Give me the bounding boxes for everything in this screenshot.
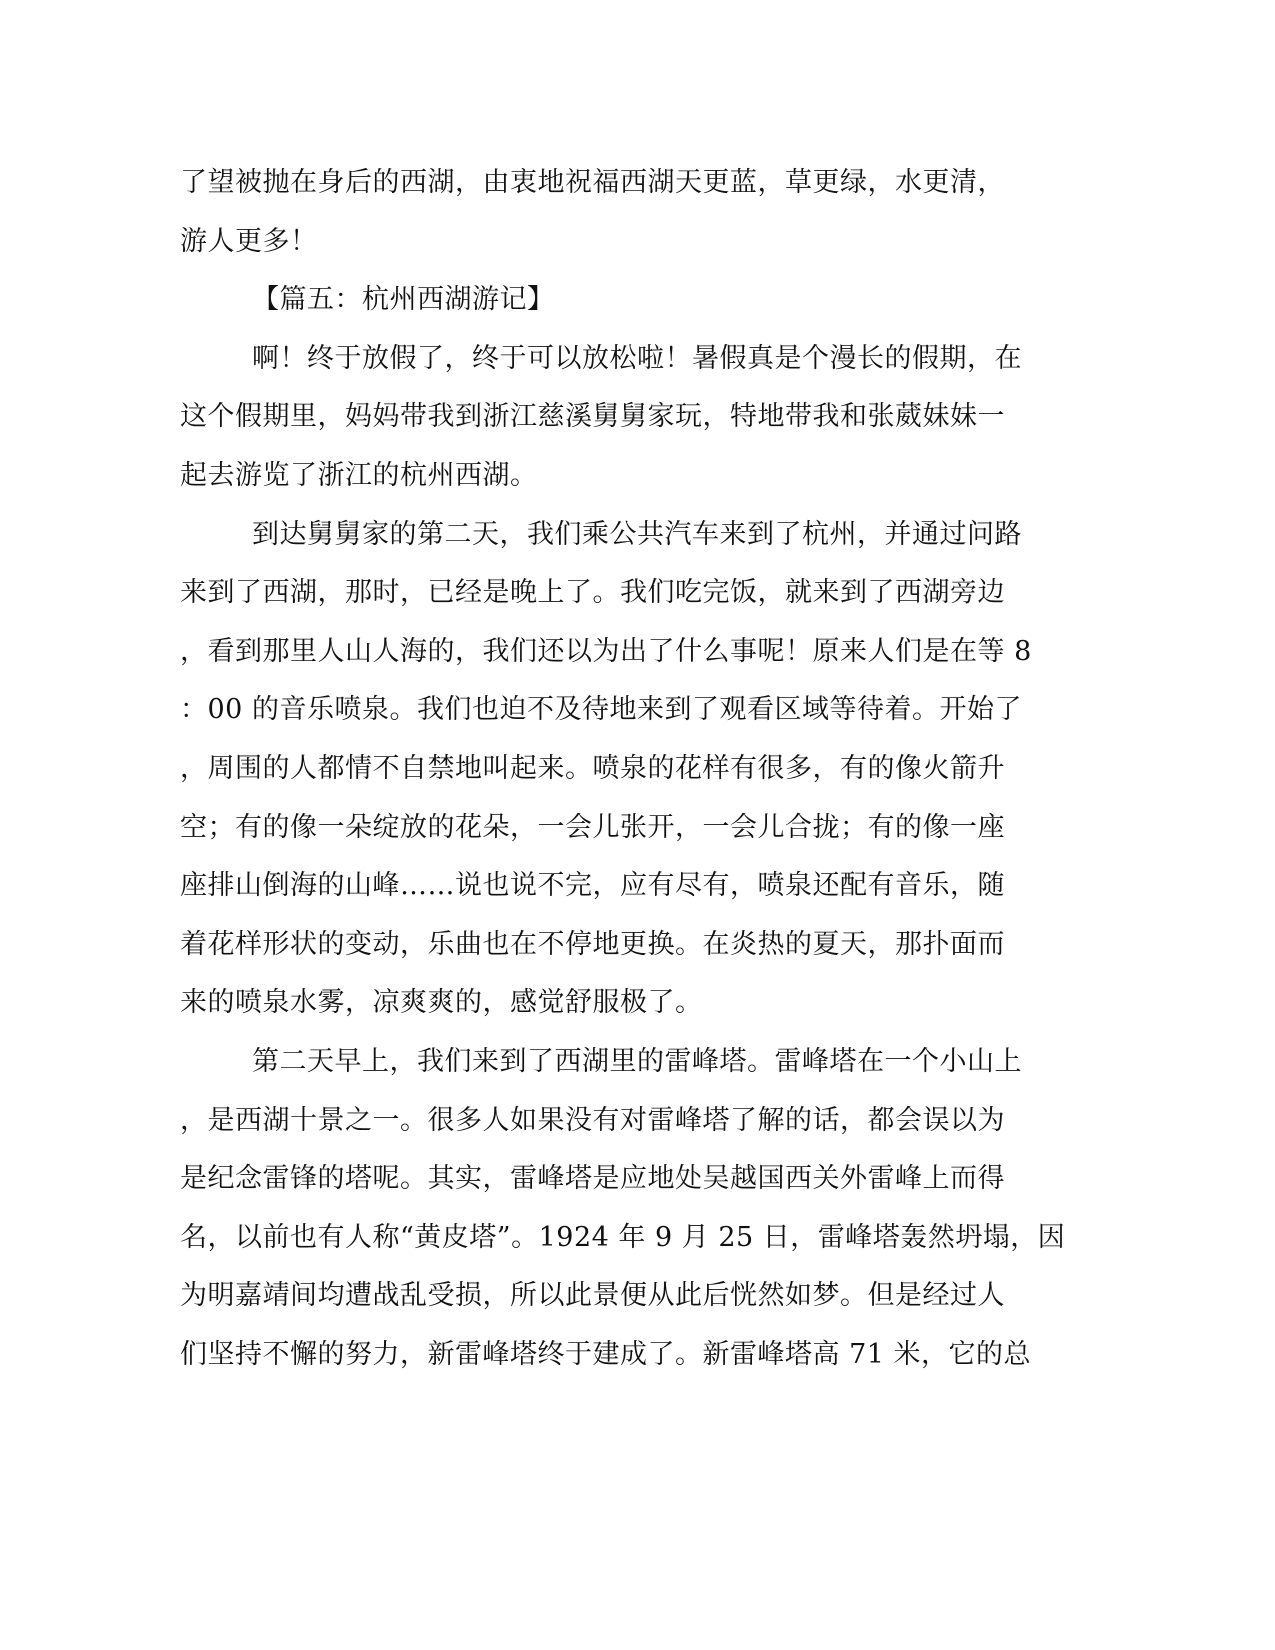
text-line: 们坚持不懈的努力，新雷峰塔终于建成了。新雷峰塔高 71 米，它的总 — [180, 1338, 1032, 1370]
text-line: 第二天早上，我们来到了西湖里的雷峰塔。雷峰塔在一个小山上 — [252, 1045, 1022, 1077]
text-line: 到达舅舅家的第二天，我们乘公共汽车来到了杭州，并通过问路 — [252, 518, 1022, 550]
text-line: 起去游览了浙江的杭州西湖。 — [180, 459, 538, 491]
text-line: 来的喷泉水雾，凉爽爽的，感觉舒服极了。 — [180, 987, 703, 1019]
text-line: 座排山倒海的山峰……说也说不完，应有尽有，喷泉还配有音乐，随 — [180, 870, 1005, 902]
text-line: 名，以前也有人称“黄皮塔”。1924 年 9 月 25 日，雷峰塔轰然坍塌，因 — [180, 1221, 1066, 1253]
text-line: 游人更多！ — [180, 225, 318, 257]
text-line: ，是西湖十景之一。很多人如果没有对雷峰塔了解的话，都会误以为 — [180, 1104, 1005, 1136]
text-line: 为明嘉靖间均遭战乱受损，所以此景便从此后恍然如梦。但是经过人 — [180, 1280, 1005, 1312]
text-line: 来到了西湖，那时，已经是晚上了。我们吃完饭，就来到了西湖旁边 — [180, 577, 1005, 609]
body-text — [180, 154, 1066, 1384]
text-line: 这个假期里，妈妈带我到浙江慈溪舅舅家玩，特地带我和张葳妹妹一 — [180, 401, 1005, 433]
text-line: 空；有的像一朵绽放的花朵，一会儿张开，一会儿合拢；有的像一座 — [180, 811, 1005, 843]
text-line: ，周围的人都情不自禁地叫起来。喷泉的花样有很多，有的像火箭升 — [180, 752, 1005, 784]
text-line: 了望被抛在身后的西湖，由衷地祝福西湖天更蓝，草更绿，水更清， — [180, 167, 1005, 198]
text-line: 【篇五：杭州西湖游记】 — [252, 284, 555, 316]
text-line: 啊！终于放假了，终于可以放松啦！暑假真是个漫长的假期，在 — [252, 342, 1022, 374]
text-line: ，看到那里人山人海的，我们还以为出了什么事呢！原来人们是在等 8 — [180, 635, 1032, 667]
text-line: ：00 的音乐喷泉。我们也迫不及待地来到了观看区域等待着。开始了 — [180, 694, 1022, 726]
text-line: 着花样形状的变动，乐曲也在不停地更换。在炎热的夏天，那扑面而 — [180, 928, 1005, 960]
text-line: 是纪念雷锋的塔呢。其实，雷峰塔是应地处吴越国西关外雷峰上而得 — [180, 1163, 1005, 1195]
